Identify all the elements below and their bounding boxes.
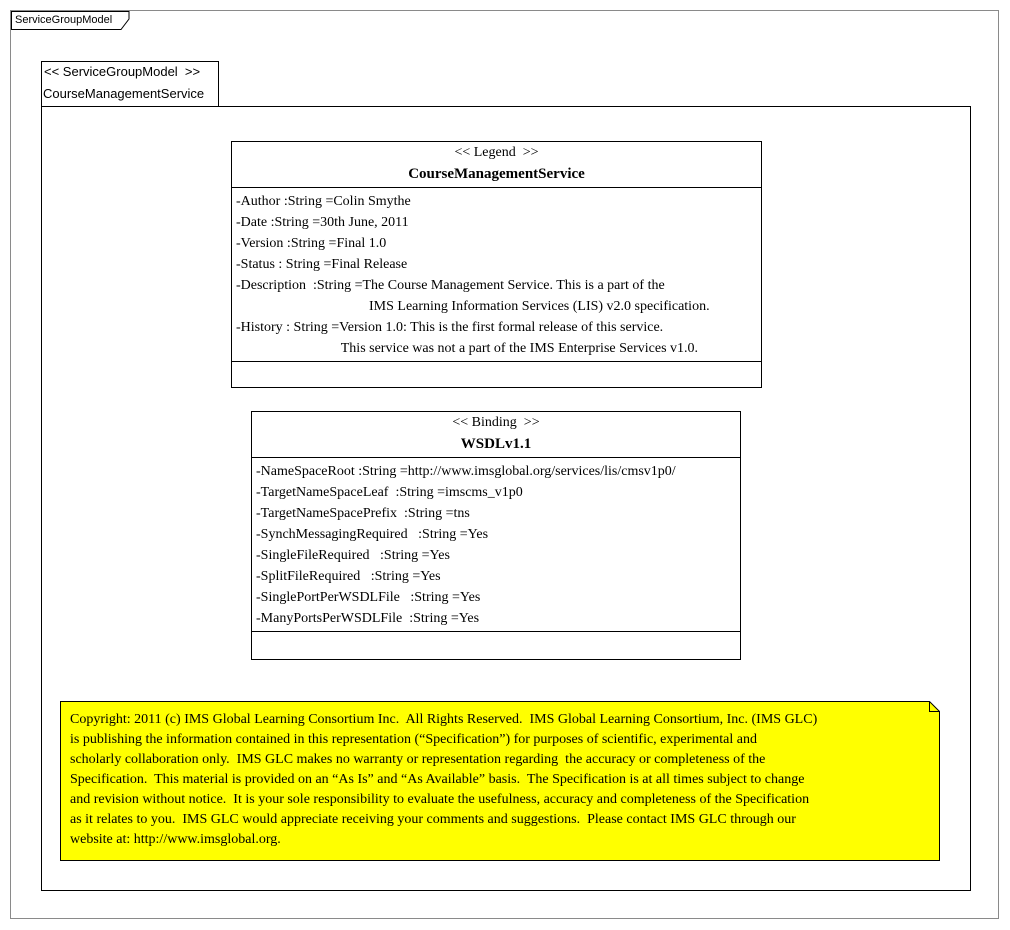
note-line: Specification. This material is provided on an “As Is” and “As Available” basis. The Specification is at all times subject to change	[70, 772, 805, 787]
note-line: scholarly collaboration only. IMS GLC makes no warranty or representation regarding the accuracy or completeness of the	[70, 752, 766, 767]
legend-attribute: -Version :String =Final 1.0	[236, 236, 387, 251]
binding-attribute: -SplitFileRequired :String =Yes	[256, 569, 441, 584]
binding-attribute: -NameSpaceRoot :String =http://www.imsglobal.org/services/lis/cmsv1p0/	[256, 464, 676, 479]
legend-header	[232, 142, 761, 188]
binding-attribute: -SinglePortPerWSDLFile :String =Yes	[256, 590, 481, 605]
frame-label-tab	[11, 11, 124, 29]
legend-attribute: -Description :String =The Course Management Service. This is a part of the	[236, 278, 665, 293]
note-line: Copyright: 2011 (c) IMS Global Learning Consortium Inc. All Rights Reserved. IMS Global Learning Consortium, Inc. (IMS GLC)	[70, 712, 818, 727]
legend-attribute: -History : String =Version 1.0: This is the first formal release of this service.	[236, 320, 664, 335]
binding-stereotype: << Binding >>	[452, 415, 540, 430]
note-line: website at: http://www.imsglobal.org.	[70, 832, 281, 847]
note-text	[70, 710, 817, 850]
binding-header	[252, 412, 740, 458]
package-tab[interactable]	[41, 61, 219, 107]
legend-class-name: CourseManagementService	[408, 166, 585, 182]
frame-label: ServiceGroupModel	[15, 14, 113, 26]
binding-attribute: -TargetNameSpaceLeaf :String =imscms_v1p0	[256, 485, 523, 500]
binding-class-box[interactable]	[251, 411, 741, 660]
legend-stereotype: << Legend >>	[454, 145, 539, 160]
legend-attribute: -Author :String =Colin Smythe	[236, 194, 411, 209]
binding-attributes	[252, 458, 740, 632]
legend-attribute: IMS Learning Information Services (LIS) v2.0 specification.	[236, 299, 710, 314]
binding-attribute: -SingleFileRequired :String =Yes	[256, 548, 450, 563]
note-line: as it relates to you. IMS GLC would appreciate receiving your comments and suggestions. Please contact IMS GLC through our	[70, 812, 796, 827]
copyright-note[interactable]	[60, 701, 940, 861]
legend-class-box[interactable]	[231, 141, 762, 388]
binding-class-name: WSDLv1.1	[460, 436, 532, 452]
binding-attribute: -SynchMessagingRequired :String =Yes	[256, 527, 489, 542]
legend-attribute: -Date :String =30th June, 2011	[236, 215, 409, 230]
legend-attribute: This service was not a part of the IMS Enterprise Services v1.0.	[236, 341, 699, 356]
legend-attributes	[232, 188, 761, 362]
legend-attribute: -Status : String =Final Release	[236, 257, 408, 272]
binding-attribute: -ManyPortsPerWSDLFile :String =Yes	[256, 611, 480, 626]
note-line: and revision without notice. It is your sole responsibility to evaluate the usefulness, accuracy and completeness of the Specification	[70, 792, 810, 807]
binding-attribute: -TargetNameSpacePrefix :String =tns	[256, 506, 470, 521]
package-stereotype: << ServiceGroupModel >>	[44, 64, 201, 79]
package-name: CourseManagementService	[43, 86, 205, 101]
note-line: is publishing the information contained in this representation (“Specification”) for purposes of scientific, experimental and	[70, 732, 757, 747]
